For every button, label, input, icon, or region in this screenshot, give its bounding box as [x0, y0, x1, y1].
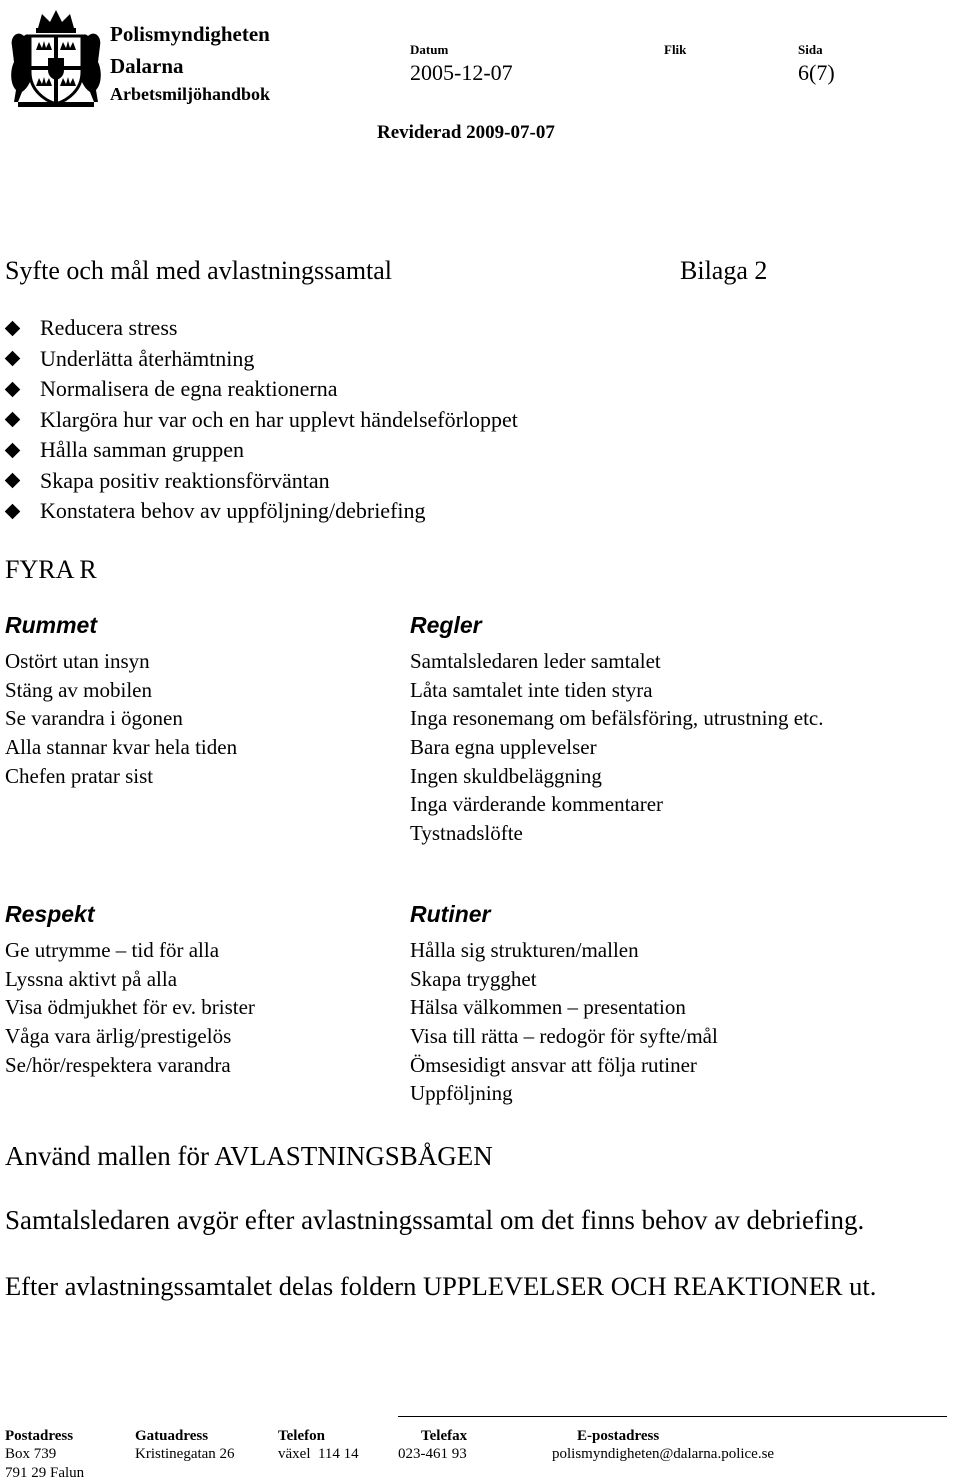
datum-label: Datum — [410, 42, 449, 57]
list-item: Skapa positiv reaktionsförväntan — [4, 466, 518, 497]
list-item: Ostört utan insyn — [5, 649, 150, 673]
list-item: Visa ödmjukhet för ev. brister — [5, 995, 255, 1020]
footer-postadress-value: 791 29 Falun — [5, 1465, 85, 1481]
diamond-bullet-icon — [5, 412, 21, 428]
diamond-bullet-icon — [5, 381, 21, 397]
paragraph: Använd mallen för AVLASTNINGSBÅGEN — [5, 1141, 493, 1171]
coat-of-arms-icon — [8, 6, 104, 110]
footer-telefax-value: 023-461 93 — [398, 1446, 467, 1462]
footer-epost-label: E-postadress — [577, 1428, 660, 1444]
regler-list — [410, 647, 823, 848]
footer-divider — [398, 1416, 947, 1417]
list-item: Stäng av mobilen — [5, 677, 152, 702]
list-item: Låta samtalet inte tiden styra — [410, 677, 653, 702]
list-item: Inga värderande kommentarer — [410, 792, 664, 817]
list-item: Normalisera de egna reaktionerna — [4, 374, 518, 405]
diamond-bullet-icon — [5, 442, 21, 458]
respekt-heading: Respekt — [5, 901, 95, 927]
org-name: Polismyndigheten — [110, 22, 270, 46]
list-item: Konstatera behov av uppföljning/debriefing — [4, 496, 518, 527]
footer-telefon-value: växel 114 14 — [278, 1446, 359, 1462]
diamond-bullet-icon — [5, 473, 21, 489]
page-title: Syfte och mål med avlastningssamtal — [5, 256, 393, 285]
list-item: Våga vara ärlig/prestigelös — [5, 1024, 232, 1049]
list-item: Se/hör/respektera varandra — [5, 1052, 231, 1077]
attachment-label: Bilaga 2 — [680, 256, 768, 285]
list-item: Lyssna aktivt på alla — [5, 966, 178, 991]
list-item: Alla stannar kvar hela tiden — [5, 735, 238, 760]
diamond-bullet-icon — [5, 503, 21, 519]
regler-heading: Regler — [410, 612, 482, 638]
footer-epost-value: polismyndigheten@dalarna.police.se — [552, 1446, 775, 1462]
paragraph: Samtalsledaren avgör efter avlastningssamtal om det finns behov av debriefing. — [5, 1205, 865, 1235]
list-item: Ingen skuldbeläggning — [410, 763, 602, 788]
org-handbook: Arbetsmiljöhandbok — [110, 84, 271, 104]
list-item: Uppföljning — [410, 1081, 513, 1106]
list-item: Hålla samman gruppen — [4, 435, 518, 466]
list-item: Inga resonemang om befälsföring, utrustning etc. — [410, 706, 824, 731]
sida-label: Sida — [798, 42, 823, 57]
rummet-heading: Rummet — [5, 612, 98, 638]
list-item: Klargöra hur var och en har upplevt händelseförloppet — [4, 405, 518, 436]
list-item: Hålla sig strukturen/mallen — [410, 938, 639, 962]
list-item: Se varandra i ögonen — [5, 706, 183, 731]
respekt-list — [5, 936, 255, 1079]
list-item: Underlätta återhämtning — [4, 344, 518, 375]
list-item: Tystnadslöfte — [410, 821, 523, 846]
paragraph: Efter avlastningssamtalet delas foldern UPPLEVELSER OCH REAKTIONER ut. — [5, 1271, 877, 1301]
purpose-list — [4, 313, 518, 527]
datum-value: 2005-12-07 — [410, 60, 513, 85]
sida-value: 6(7) — [798, 60, 835, 85]
list-item: Bara egna upplevelser — [410, 735, 597, 760]
diamond-bullet-icon — [5, 320, 21, 336]
footer-telefax-label: Telefax — [421, 1428, 468, 1444]
fyra-r-heading: FYRA R — [5, 555, 97, 584]
revised-date: Reviderad 2009-07-07 — [377, 122, 555, 143]
list-item: Ge utrymme – tid för alla — [5, 938, 220, 962]
list-item: Skapa trygghet — [410, 966, 537, 991]
footer-gatuadress-value: Kristinegatan 26 — [135, 1446, 235, 1462]
footer-gatuadress-label: Gatuadress — [135, 1428, 209, 1444]
org-region: Dalarna — [110, 54, 184, 78]
list-item: Visa till rätta – redogör för syfte/mål — [410, 1024, 718, 1049]
rutiner-list — [410, 936, 718, 1108]
list-item: Chefen pratar sist — [5, 763, 154, 788]
footer-telefon-label: Telefon — [278, 1428, 325, 1444]
list-item: Reducera stress — [4, 313, 518, 344]
flik-label: Flik — [664, 42, 687, 57]
list-item: Hälsa välkommen – presentation — [410, 995, 686, 1020]
footer-postadress-value: Box 739 — [5, 1446, 57, 1462]
list-item: Ömsesidigt ansvar att följa rutiner — [410, 1052, 697, 1077]
list-item: Samtalsledaren leder samtalet — [410, 649, 661, 673]
diamond-bullet-icon — [5, 351, 21, 367]
rummet-list — [5, 647, 237, 790]
footer-postadress-label: Postadress — [5, 1428, 74, 1444]
rutiner-heading: Rutiner — [410, 901, 491, 927]
